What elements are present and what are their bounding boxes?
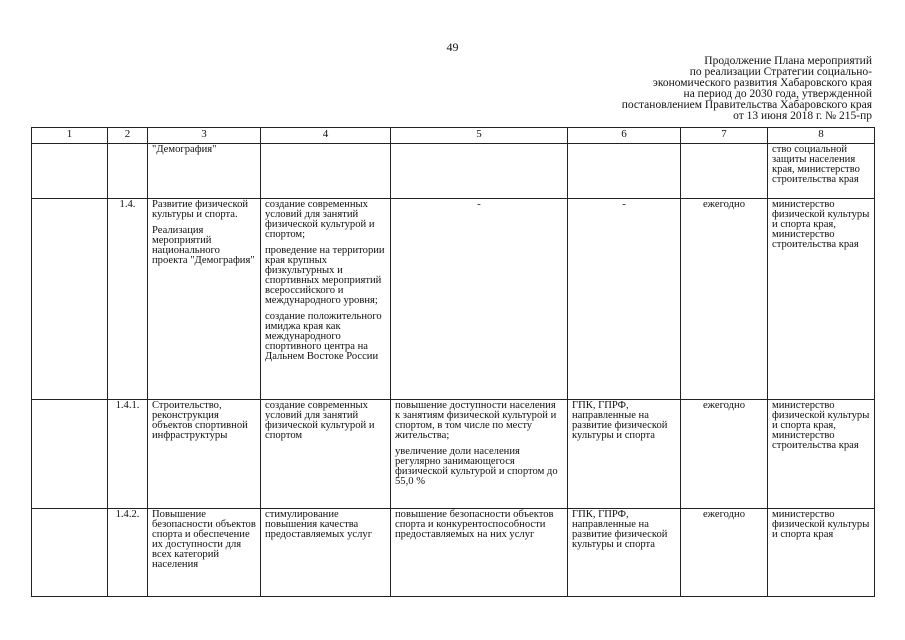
cell-paragraph: стимулирование повышения качества предоставляемых услуг <box>265 509 373 540</box>
cell-item-number: 1.4.2. <box>108 509 148 597</box>
cell-tasks <box>261 144 391 199</box>
column-header: 8 <box>768 128 875 144</box>
column-header: 4 <box>261 128 391 144</box>
cell-col1 <box>32 144 108 199</box>
cell-paragraph: Повышение безопасности объектов спорта и обеспечение их доступности для всех категорий населения <box>152 509 256 570</box>
cell-tasks <box>261 509 391 597</box>
column-header: 5 <box>391 128 568 144</box>
cell-col1 <box>32 400 108 509</box>
cell-activity <box>148 509 261 597</box>
cell-timeline <box>681 144 768 199</box>
cell-indicators <box>391 509 568 597</box>
cell-responsible: ство социальной защиты населения края, министерство строительства края <box>768 144 875 199</box>
cell-item-number <box>108 144 148 199</box>
column-header: 6 <box>568 128 681 144</box>
header-line: Продолжение Плана мероприятий <box>704 55 872 67</box>
column-header: 1 <box>32 128 108 144</box>
header-line: на период до 2030 года, утвержденной <box>683 88 872 100</box>
cell-item-number: 1.4.1. <box>108 400 148 509</box>
cell-instruments <box>568 144 681 199</box>
page-number: 49 <box>446 40 459 54</box>
cell-paragraph: создание современных условий для занятий физической культурой и спортом; <box>265 199 375 240</box>
column-header: 3 <box>148 128 261 144</box>
cell-paragraph: "Демография" <box>152 144 217 155</box>
cell-timeline: ежегодно <box>681 509 768 597</box>
cell-activity <box>148 400 261 509</box>
cell-instruments: - <box>568 199 681 400</box>
cell-paragraph: увеличение доли населения регулярно занимающегося физической культурой и спортом до 55,0 % <box>395 446 558 487</box>
cell-responsible: министерство физической культуры и спорта края, министерство строительства края <box>768 400 875 509</box>
table-header-row <box>32 128 875 144</box>
cell-paragraph: проведение на территории края крупных физкультурных и спортивных мероприятий всероссийского и международного уровня; <box>265 245 385 306</box>
cell-paragraph: Реализация мероприятий национального проекта "Демография" <box>152 225 255 266</box>
cell-timeline: ежегодно <box>681 199 768 400</box>
cell-col1 <box>32 509 108 597</box>
cell-tasks <box>261 199 391 400</box>
document-header-note <box>622 56 872 122</box>
header-line: от 13 июня 2018 г. № 215-пр <box>733 110 872 122</box>
header-line: по реализации Стратегии социально- <box>689 66 872 78</box>
cell-responsible: министерство физической культуры и спорта края, министерство строительства края <box>768 199 875 400</box>
cell-indicators <box>391 199 568 400</box>
cell-indicators <box>391 400 568 509</box>
cell-indicators <box>391 144 568 199</box>
cell-activity <box>148 199 261 400</box>
plan-table <box>31 127 875 597</box>
cell-paragraph: создание современных условий для занятий физической культурой и спортом <box>265 400 375 441</box>
cell-paragraph: Строительство, реконструкция объектов спортивной инфраструктуры <box>152 400 248 441</box>
cell-activity <box>148 144 261 199</box>
cell-tasks <box>261 400 391 509</box>
cell-instruments: ГПК, ГПРФ, направленные на развитие физической культуры и спорта <box>568 400 681 509</box>
cell-paragraph: повышение доступности населения к занятиям физической культурой и спортом, в том числе по месту жительства; <box>395 400 557 441</box>
table-row <box>32 144 875 199</box>
cell-instruments: ГПК, ГПРФ, направленные на развитие физической культуры и спорта <box>568 509 681 597</box>
cell-responsible: министерство физической культуры и спорта края <box>768 509 875 597</box>
cell-paragraph: - <box>477 199 481 210</box>
table-row <box>32 400 875 509</box>
header-line: постановлением Правительства Хабаровского края <box>621 99 872 111</box>
cell-col1 <box>32 199 108 400</box>
cell-timeline: ежегодно <box>681 400 768 509</box>
cell-paragraph: повышение безопасности объектов спорта и конкурентоспособности предоставляемых на них услуг <box>395 509 554 540</box>
column-header: 2 <box>108 128 148 144</box>
column-header: 7 <box>681 128 768 144</box>
cell-paragraph: создание положительного имиджа края как международного спортивного центра на Дальнем Востоке России <box>265 311 382 362</box>
header-line: экономического развития Хабаровского края <box>652 77 872 89</box>
table-row <box>32 199 875 400</box>
cell-item-number: 1.4. <box>108 199 148 400</box>
table-row <box>32 509 875 597</box>
cell-paragraph: Развитие физической культуры и спорта. <box>152 199 249 220</box>
